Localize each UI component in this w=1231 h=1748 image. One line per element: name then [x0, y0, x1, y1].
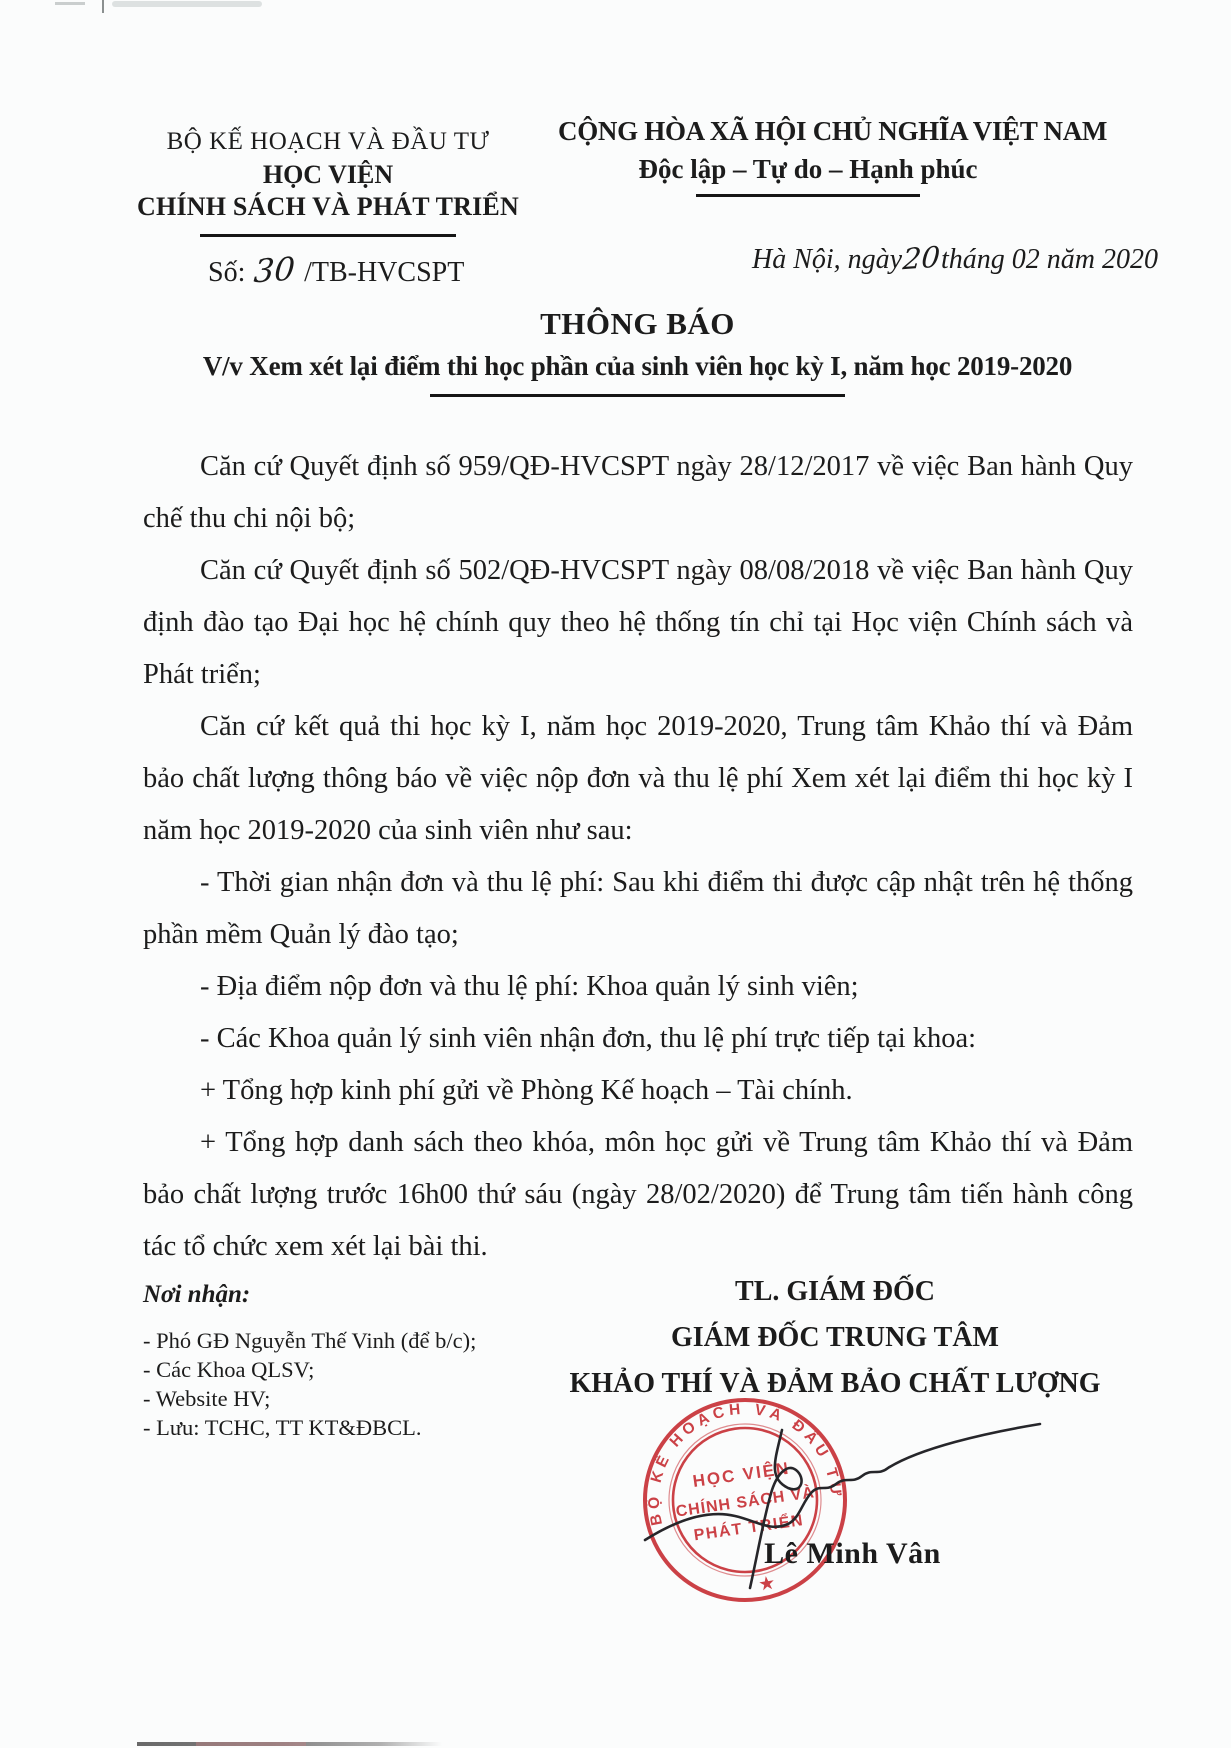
recipient-item: - Các Khoa QLSV;: [143, 1357, 315, 1382]
seal-inner-line1: HỌC VIỆN: [691, 1458, 792, 1491]
recipient-item: - Website HV;: [143, 1386, 271, 1411]
scan-artifact: [102, 0, 104, 13]
place-date-line: [752, 241, 1158, 276]
recipients-label: Nơi nhận:: [143, 1281, 251, 1308]
ministry-name: BỘ KẾ HOẠCH VÀ ĐẦU TƯ: [166, 128, 490, 155]
star-icon: ★: [757, 1572, 777, 1596]
recipient-item: - Phó GĐ Nguyễn Thế Vinh (để b/c);: [143, 1328, 477, 1353]
scan-artifact: [112, 1, 262, 7]
paragraph: + Tổng hợp kinh phí gửi về Phòng Kế hoạch – Tài chính.: [200, 1075, 853, 1106]
document-body: [143, 441, 1133, 1273]
issuing-agency-block: [128, 126, 528, 237]
scan-artifact: [196, 1742, 306, 1746]
document-title: THÔNG BÁO: [540, 306, 735, 341]
document-title-block: [40, 306, 1231, 397]
motto: Độc lập – Tự do – Hạnh phúc: [638, 154, 978, 184]
handwritten-number: 30: [252, 249, 297, 291]
document-number: [208, 251, 464, 289]
number-label: Số:: [208, 257, 246, 288]
signing-authority: TL. GIÁM ĐỐC: [735, 1276, 935, 1307]
paragraph: Căn cứ kết quả thi học kỳ I, năm học 2019-2020, Trung tâm Khảo thí và Đảm bảo chất lượng thông báo về việc nộp đơn và thu lệ phí Xem xét lại điểm thi học kỳ I năm học 2019-2020 của sinh viên như sau:: [143, 711, 1133, 846]
paragraph: Căn cứ Quyết định số 959/QĐ-HVCSPT ngày 28/12/2017 về việc Ban hành Quy chế thu chi nội bộ;: [143, 451, 1133, 534]
academy-name-line1: HỌC VIỆN: [262, 160, 394, 189]
date-suffix: tháng 02 năm 2020: [941, 244, 1159, 275]
date-prefix: Hà Nội, ngày: [752, 244, 903, 275]
title-underline: [430, 394, 845, 397]
signing-position-line1: GIÁM ĐỐC TRUNG TÂM: [671, 1322, 999, 1353]
seal-inner-line2: CHÍNH SÁCH VÀ: [674, 1484, 816, 1521]
paragraph: Căn cứ Quyết định số 502/QĐ-HVCSPT ngày 08/08/2018 về việc Ban hành Quy định đào tạo Đại học hệ chính quy theo hệ thống tín chỉ tại Học viện Chính sách và Phát triển;: [143, 555, 1133, 690]
paragraph: - Các Khoa quản lý sinh viên nhận đơn, thu lệ phí trực tiếp tại khoa:: [200, 1023, 977, 1054]
paragraph: - Thời gian nhận đơn và thu lệ phí: Sau khi điểm thi được cập nhật trên hệ thống phần mềm Quản lý đào tạo;: [143, 867, 1133, 950]
handwritten-day: 20: [901, 239, 942, 277]
paragraph: + Tổng hợp danh sách theo khóa, môn học gửi về Trung tâm Khảo thí và Đảm bảo chất lượng trước 16h00 thứ sáu (ngày 28/02/2020) để Trung tâm tiến hành công tác tổ chức xem xét lại bài thi.: [143, 1127, 1133, 1262]
academy-name-line2: CHÍNH SÁCH VÀ PHÁT TRIỂN: [137, 192, 519, 221]
signing-position-line2: KHẢO THÍ VÀ ĐẢM BẢO CHẤT LƯỢNG: [569, 1368, 1101, 1399]
paragraph: - Địa điểm nộp đơn và thu lệ phí: Khoa quản lý sinh viên;: [200, 971, 859, 1002]
number-suffix: /TB-HVCSPT: [304, 257, 465, 288]
national-header-block: [558, 116, 1108, 197]
signature-flourish: [645, 1424, 1040, 1540]
seal-ring-text: BỘ KẾ HOẠCH VÀ ĐẦU TƯ: [645, 1400, 845, 1527]
agency-underline: [200, 234, 456, 237]
seal-inner-line3: PHÁT TRIỂN: [692, 1512, 806, 1545]
motto-underline: [696, 194, 920, 197]
document-subject: V/v Xem xét lại điểm thi học phần của sinh viên học kỳ I, năm học 2019-2020: [202, 351, 1073, 381]
country-title: CỘNG HÒA XÃ HỘI CHỦ NGHĨA VIỆT NAM: [558, 116, 1108, 146]
recipient-item: - Lưu: TCHC, TT KT&ĐBCL.: [143, 1415, 422, 1440]
signature-ink: [600, 1395, 1060, 1625]
scan-artifact: [55, 2, 85, 5]
recipients-block: [143, 1281, 573, 1442]
signer-name: Lê Minh Vân: [764, 1537, 941, 1570]
